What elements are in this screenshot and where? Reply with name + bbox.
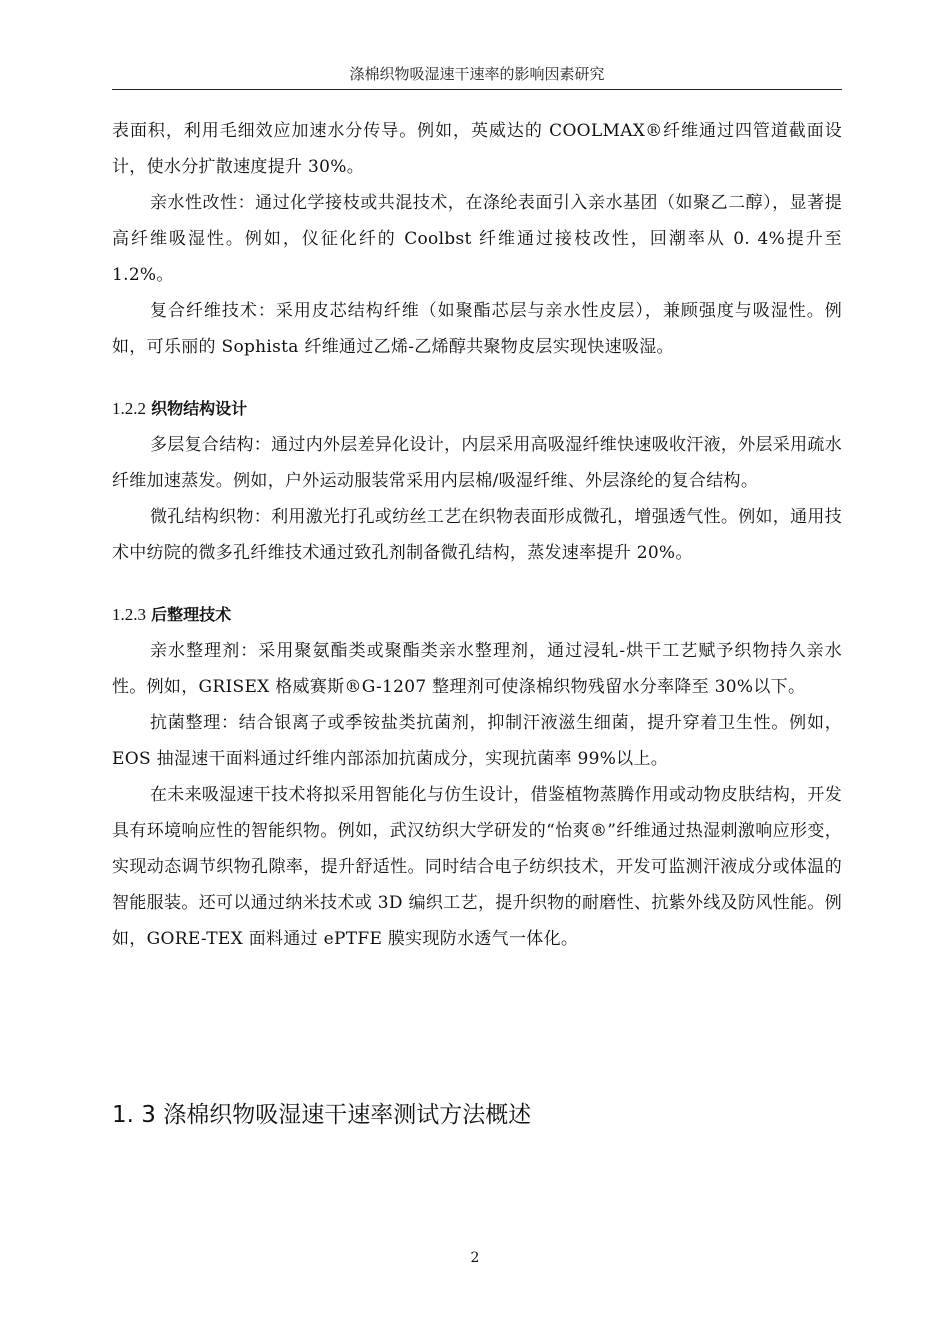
body-text [112,113,842,957]
paragraph-hydrophilic-finish: 亲水整理剂：采用聚氨酯类或聚酯类亲水整理剂，通过浸轧-烘干工艺赋予织物持久亲水性。例如，GRISEX 格威赛斯®G-1207 整理剂可使涤棉织物残留水分率降至 30%以下。 [112,641,842,697]
paragraph-fiber-cross-section: 表面积，利用毛细效应加速水分传导。例如，英威达的 COOLMAX®纤维通过四管道截面设计，使水分扩散速度提升 30%。 [112,121,842,177]
header-rule [112,89,842,90]
subsection-number: 1.2.2 [112,399,146,418]
paragraph-antibacterial-finish: 抗菌整理：结合银离子或季铵盐类抗菌剂，抑制汗液滋生细菌，提升穿着卫生性。例如，EOS 抽湿速干面料通过纤维内部添加抗菌成分，实现抗菌率 99%以上。 [112,713,842,769]
spacer [112,571,842,597]
subsection-title: 织物结构设计 [151,399,248,418]
subsection-heading-1-2-2 [112,391,842,427]
paragraph-future-outlook: 在未来吸湿速干技术将拟采用智能化与仿生设计，借鉴植物蒸腾作用或动物皮肤结构，开发具有环境响应性的智能织物。例如，武汉纺织大学研发的“怡爽®”纤维通过热湿刺激响应形变，实现动态调节织物孔隙率，提升舒适性。同时结合电子纺织技术，开发可监测汗液成分或体温的智能服装。还可以通过纳米技术或 3D 编织工艺，提升织物的耐磨性、抗紫外线及防风性能。例如，GORE-TEX 面料通过 ePTFE 膜实现防水透气一体化。 [112,785,842,949]
spacer [112,365,842,391]
page-number: 2 [470,1250,480,1266]
running-header: 涤棉织物吸湿速干速率的影响因素研究 [349,65,605,83]
paragraph-multilayer-structure: 多层复合结构：通过内外层差异化设计，内层采用高吸湿纤维快速吸收汗液，外层采用疏水纤维加速蒸发。例如，户外运动服装常采用内层棉/吸湿纤维、外层涤纶的复合结构。 [112,435,842,491]
subsection-heading-1-2-3 [112,597,842,633]
paragraph-microporous-fabric: 微孔结构织物：利用激光打孔或纺丝工艺在织物表面形成微孔，增强透气性。例如，通用技术中纺院的微多孔纤维技术通过致孔剂制备微孔结构，蒸发速率提升 20%。 [112,507,842,563]
subsection-title: 后整理技术 [151,605,232,624]
paragraph-hydrophilic-modification: 亲水性改性：通过化学接枝或共混技术，在涤纶表面引入亲水基团（如聚乙二醇），显著提高纤维吸湿性。例如，仪征化纤的 Coolbst 纤维通过接枝改性，回潮率从 0. 4%提升至 1.2%。 [112,193,842,285]
subsection-number: 1.2.3 [112,605,146,624]
paragraph-composite-fiber: 复合纤维技术：采用皮芯结构纤维（如聚酯芯层与亲水性皮层），兼顾强度与吸湿性。例如，可乐丽的 Sophista 纤维通过乙烯-乙烯醇共聚物皮层实现快速吸湿。 [112,301,842,357]
section-heading-1-3: 1. 3 涤棉织物吸湿速干速率测试方法概述 [112,1102,532,1128]
